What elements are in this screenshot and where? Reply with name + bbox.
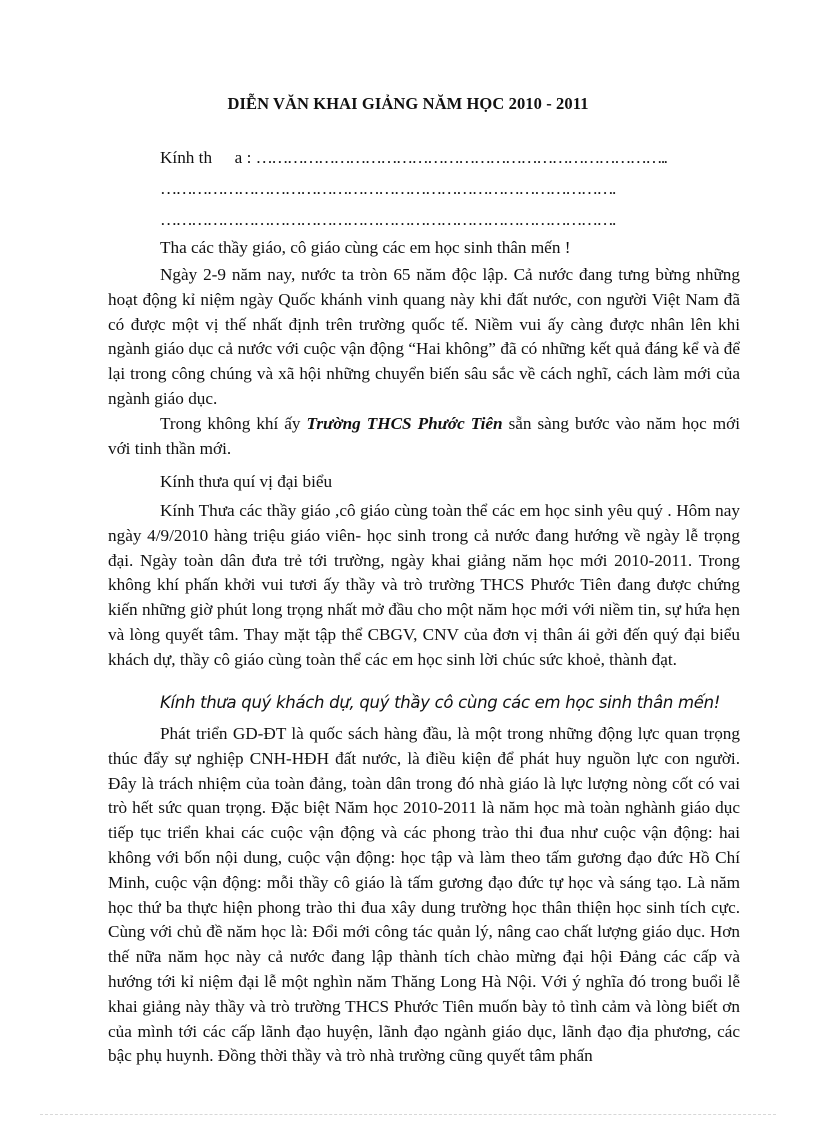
salutation-dots-2: ……………………………………………………………………………. xyxy=(160,179,615,198)
paragraph-6: Phát triển GD-ĐT là quốc sách hàng đầu, là một trong những động lực quan trọng thúc đẩy sự nghiệp CNH-HĐH đất nước, là điều kiện để phát huy nguồn lực con người. Đây là trách nhiệm của toàn đảng, toàn dân trong đó nhà giáo là lực lượng nòng cốt có vai trò hết sức quan trọng. Đặc biệt Năm học 2010-2011 là năm học mà toàn nghành giáo dục tiếp tục triển khai các cuộc vận động và các phong trào thi đua như cuộc vận động: hai không với bốn nội dung, cuộc vận động: học tập và làm theo tấm gương đạo đức Hồ Chí Minh, cuộc vận động: mỗi thầy cô giáo là tấm gương đạo đức tự học và sáng tạo. Là năm học thứ ba thực hiện phong trào thi đua xây dung trường học thân thiện học sinh tích cực. Cùng với chủ đề năm học là: Đổi mới công tác quản lý, nâng cao chất lượng giáo dục. Hơn thế nữa năm học này cả nước đang lập thành tích chào mừng đại hội Đảng các cấp và hướng tới kỉ niệm đại lễ một nghìn năm Thăng Long Hà Nội. Với ý nghĩa đó trong buổi lễ khai giảng này thầy và trò trường THCS Phước Tiên muốn bày tỏ tình cảm và lòng biết ơn của mình tới các cấp lãnh đạo huyện, lãnh đạo ngành giáo dục, lãnh đạo địa phương, các bậc phụ huynh. Đồng thời thầy và trò nhà trường cũng quyết tâm phấn xyxy=(108,724,740,1066)
paragraph-2-before: Trong không khí ấy xyxy=(160,414,307,433)
document-title: DIỄN VĂN KHAI GIẢNG NĂM HỌC 2010 - 2011 xyxy=(227,94,589,113)
paragraph-2-after: sẵn sàng bước vào năm học mới với tinh thần mới. xyxy=(108,414,740,458)
salutation-label: Kính th xyxy=(160,148,213,167)
school-name: Trường THCS Phước Tiên xyxy=(306,414,503,433)
paragraph-4: Kính Thưa các thầy giáo ,cô giáo cùng toàn thể các em học sinh yêu quý . Hôm nay ngày 4/9/2010 hàng triệu giáo viên- học sinh trong cả nước đang hướng về ngày lễ trọng đại. Ngày toàn dân đưa trẻ tới trường, ngày khai giảng năm học mới 2010-2011. Trong không khí phấn khởi vui tươi ấy thầy và trò trường THCS Phước Tiên đang được chứng kiến những giờ phút long trọng nhất mở đầu cho một năm học mới với niềm tin, sự hứa hẹn và lòng quyết tâm. Thay mặt tập thể CBGV, CNV của đơn vị thân ái gởi đến quý đại biểu khách dự, thầy cô giáo cùng toàn thể các em học sinh lời chúc sức khoẻ, thành đạt. xyxy=(108,501,740,669)
greeting-line: Tha các thầy giáo, cô giáo cùng các em học sinh thân mến ! xyxy=(160,238,571,257)
salutation-dots-3: ……………………………………………………………………………. xyxy=(160,210,615,229)
salutation-label-2: a : xyxy=(234,148,252,167)
paragraph-5: Kính thưa quý khách dự, quý thầy cô cùng các em học sinh thân mến! xyxy=(160,693,721,712)
salutation-line-1 xyxy=(160,148,666,168)
salutation-dots-1: …………………………………………………………………….. xyxy=(255,148,667,167)
paragraph-1: Ngày 2-9 năm nay, nước ta tròn 65 năm độc lập. Cả nước đang tưng bừng những hoạt động kỉ niệm ngày Quốc khánh vinh quang này khi đất nước, con người Việt Nam đã có được một vị thế nhất định trên trường quốc tế. Niềm vui ấy càng được nhân lên khi ngành giáo dục cả nước với cuộc vận động “Hai không” đã có những kết quả đáng kể và để lại trong công chúng và xã hội những chuyển biến sâu sắc về cách nghĩ, cách làm mới của ngành giáo dục. xyxy=(108,265,740,408)
paragraph-2 xyxy=(108,412,740,462)
page-bottom-rule xyxy=(40,1114,776,1115)
paragraph-3: Kính thưa quí vị đại biểu xyxy=(160,472,333,491)
